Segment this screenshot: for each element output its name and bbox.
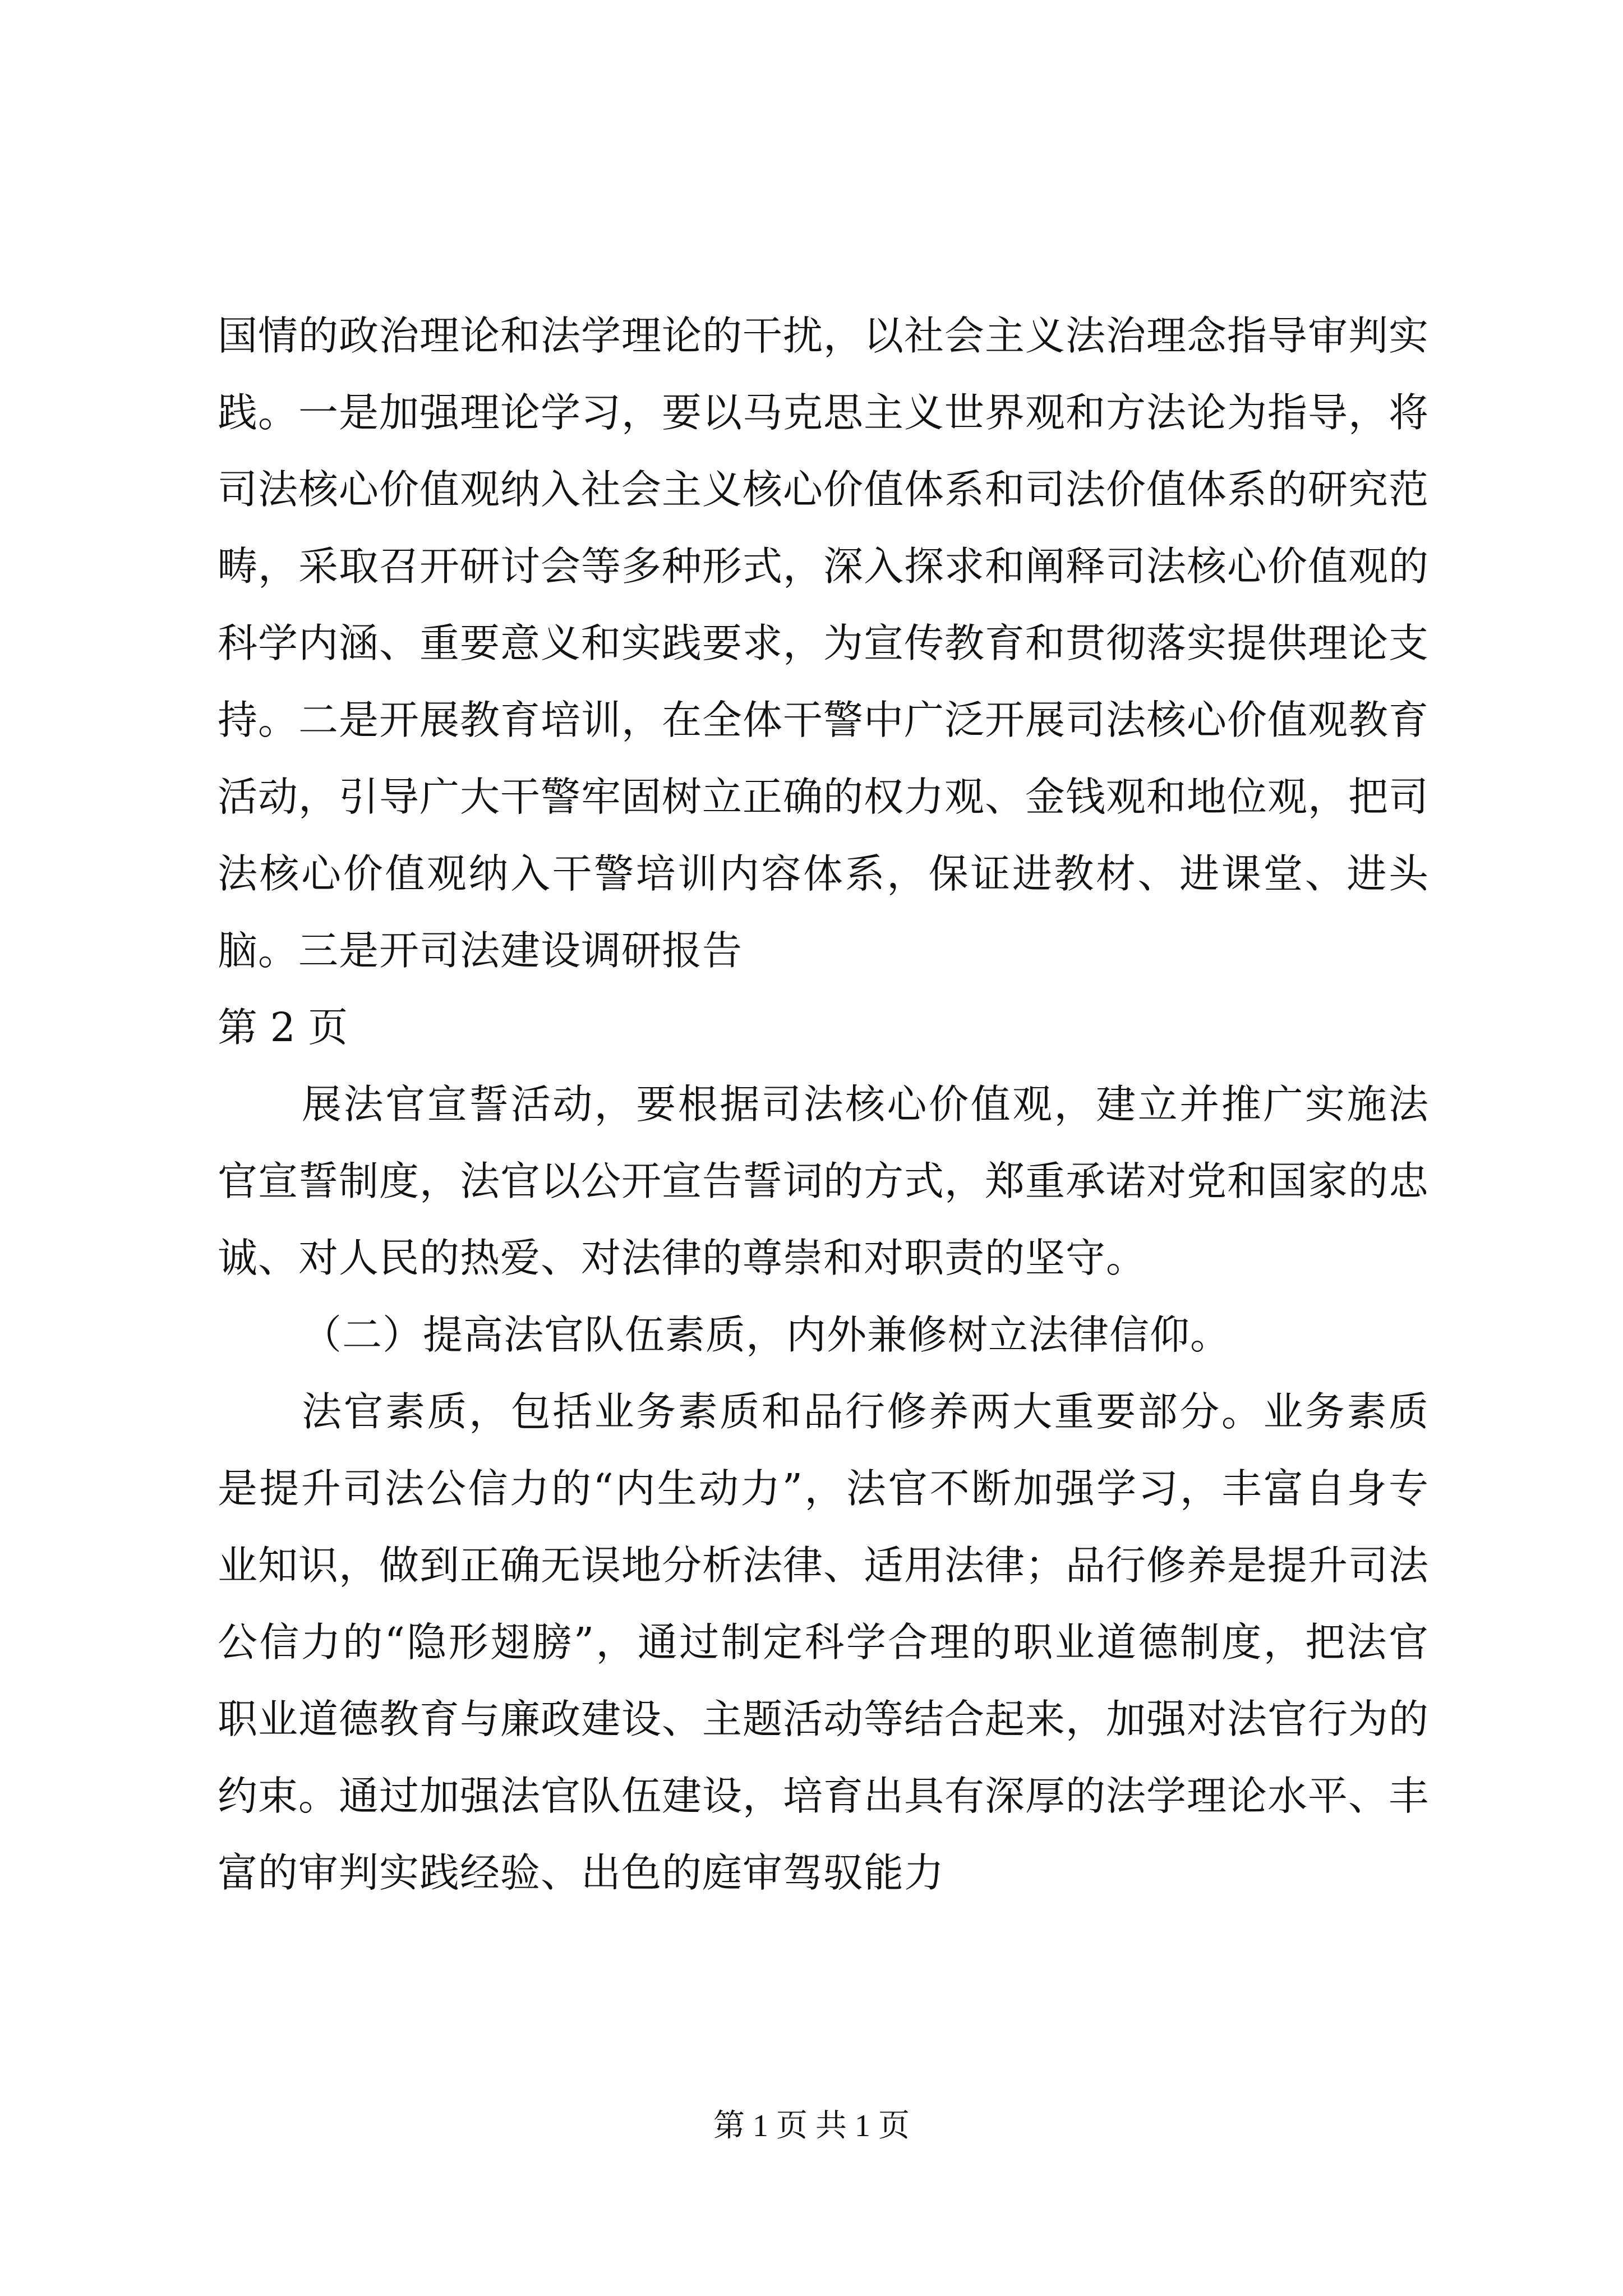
document-body xyxy=(218,297,1429,1911)
paragraph-judge-oath: 展法官宣誓活动，要根据司法核心价值观，建立并推广实施法官宣誓制度，法官以公开宣告誓词的方式，郑重承诺对党和国家的忠诚、对人民的热爱、对法律的尊崇和对职责的坚守。 xyxy=(218,1081,1430,1281)
paragraph-continued: 国情的政治理论和法学理论的干扰，以社会主义法治理念指导审判实践。一是加强理论学习，要以马克思主义世界观和方法论为指导，将司法核心价值观纳入社会主义核心价值体系和司法价值体系的研究范畴，采取召开研讨会等多种形式，深入探求和阐释司法核心价值观的科学内涵、重要意义和实践要求，为宣传教育和贯彻落实提供理论支持。二是开展教育培训，在全体干警中广泛开展司法核心价值观教育活动，引导广大干警牢固树立正确的权力观、金钱观和地位观，把司法核心价值观纳入干警培训内容体系，保证进教材、进课堂、进头脑。三是开司法建设调研报告 xyxy=(218,312,1430,974)
paragraph-judge-quality: 法官素质，包括业务素质和品行修养两大重要部分。业务素质是提升司法公信力的“内生动力”，法官不断加强学习，丰富自身专业知识，做到正确无误地分析法律、适用法律；品行修养是提升司法公信力的“隐形翅膀”，通过制定科学合理的职业道德制度，把法官职业道德教育与廉政建设、主题活动等结合起来，加强对法官行为的约束。通过加强法官队伍建设，培育出具有深厚的法学理论水平、丰富的审判实践经验、出色的庭审驾驭能力 xyxy=(218,1388,1430,1896)
page-footer: 第 1 页 共 1 页 xyxy=(713,2109,910,2143)
section-heading: （二）提高法官队伍素质，内外兼修树立法律信仰。 xyxy=(302,1312,1231,1358)
inline-page-marker: 第 2 页 xyxy=(218,1004,348,1051)
